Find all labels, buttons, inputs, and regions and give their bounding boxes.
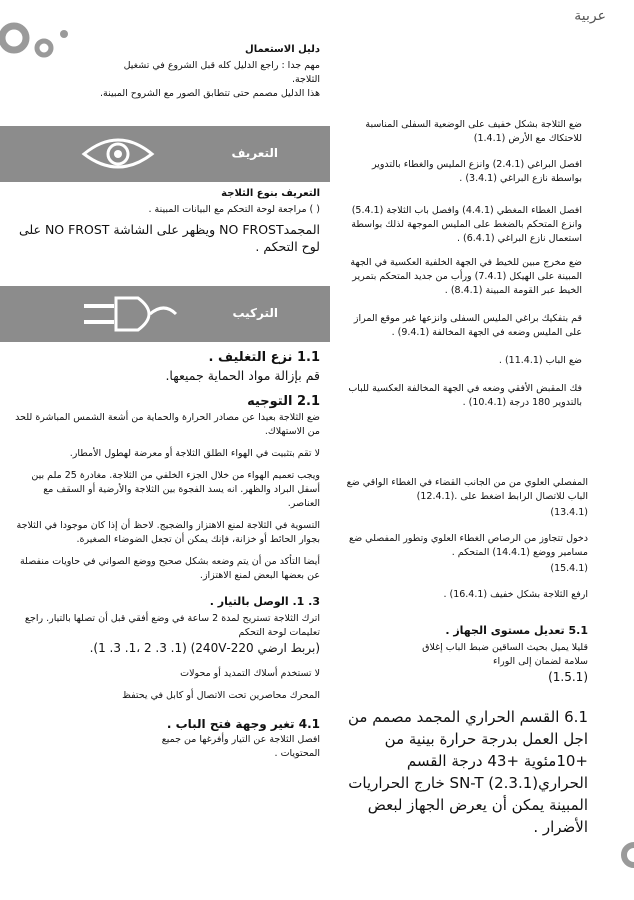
step-9b: (15.4.1) <box>550 563 588 574</box>
define-text-2: المجمدNO FROST ويظهر على الشاشة NO FROST على لوح التحكم . <box>18 222 320 254</box>
plug-icon <box>80 292 180 336</box>
s21-text-1: ضع الثلاجة بعيدا عن مصادر الحرارة والحماية من أشعة الشمس المباشرة للحد من الاستهلاك. <box>15 412 320 437</box>
s51-text-1: قليلا يميل بحيث الساقين ضبط الباب إغلاق سلامة لضمان إلى الوراء <box>422 642 588 667</box>
step-4: ضع مخرج مبين للخيط في الجهة الخلفية العكسية في الجهة المبينة على الهيكل (7.4.1) ورأب من جديد المتحكم بتمرير الخيط عبر القومة المبينة (8.4.1) . <box>350 257 582 296</box>
s21-text-4: التسوية في الثلاجة لمنع الاهتزاز والضجيج. لاحظ أن إذا كان موجودا في الثلاجة بجوار الحائط أو خزانة، فإنك يمكن أن تجعل الضوضاء الصغيرة. <box>16 520 320 545</box>
s31-text-3: لا تستخدم أسلاك التمديد أو محولات <box>180 668 320 679</box>
s31-title: 3. 1. الوصل بالتيار . <box>209 595 320 608</box>
s61-text: 6.1 القسم الحراري المجمد مصمم من اجل العمل بدرجة حرارة بينية من +10مئوية +43 درجة القسم الحراريSN-T (2.3.1) خارج الحراريات المبينة يمكن أن يعرض الجهاز لبعض الأضرار . <box>347 708 588 836</box>
step-3: افصل الغطاء المغطي (4.4.1) وافصل باب الثلاجة (5.4.1) وانزع المتحكم بالضغط على المليس الموجهة لذلك بواسطة استعمال نازع البراغي (6.4.1) . <box>351 205 582 244</box>
s21-text-2: لا تقم بتثبيت في الهواء الطلق الثلاجة أو معرضة لهطول الأمطار. <box>69 448 320 459</box>
s11-text: قم بإزالة مواد الحماية جميعها. <box>165 368 320 383</box>
define-banner-title: التعريف <box>231 146 278 160</box>
guide-section <box>100 44 320 109</box>
guide-title: دليل الاستعمال <box>245 44 320 55</box>
install-banner-title: التركيب <box>232 306 278 320</box>
s21-text-5: أيضا التأكد من أن يتم وضعه بشكل صحيح ووضع الصواني في حاويات منفصلة عن بعضها البعض لمنع الاهتزاز. <box>19 556 320 581</box>
s51-text-2: (1.5.1) <box>548 670 588 684</box>
install-section <box>10 350 320 769</box>
s21-text-3: ويجب تعميم الهواء من خلال الجزء الخلفي من الثلاجة. مغادرة 25 ملم بين أسفل البراد والظهر. انه يسد الفجوة بين الثلاجة والأرضية أو السقف مع العناصر. <box>31 470 320 509</box>
right-column-lower <box>330 476 588 838</box>
define-banner <box>0 126 330 182</box>
s21-title: 2.1 التوجيه <box>247 394 320 409</box>
s31-text-1: اترك الثلاجة تستريح لمدة 2 ساعة في وضع أفقي قبل أن تصلها بالتيار. راجع تعليمات لوحة التحكم <box>24 613 320 638</box>
install-banner <box>0 286 330 342</box>
decorative-circle-bottom <box>614 840 634 870</box>
step-5: قم بتفكيك براغي المليس السفلى وانزعها غير موقع المراز على المليس وضعه في الجهة المخالفة (9.4.1) . <box>353 313 582 338</box>
step-6: ضع الباب (11.4.1) . <box>498 355 582 366</box>
s31-text-2: (بربط ارضي 220-240V) (1 .3 .1، 2 .3 .1). <box>89 641 320 655</box>
s51-title: 5.1 تعديل مستوى الجهاز . <box>445 624 588 637</box>
step-2: افصل البراغي (2.4.1) وانزع المليس والغطاء بالتدوير بواسطة نازع البراغي (3.4.1) . <box>371 159 582 184</box>
define-title: التعريف بنوع الثلاجة <box>221 188 320 199</box>
step-10: ارفع الثلاجة بشكل خفيف (16.4.1) . <box>443 589 588 600</box>
decorative-circles-top <box>0 0 80 80</box>
define-section <box>10 188 320 261</box>
guide-text-1: مهم جدا : راجع الدليل كله قبل الشروع في تشغيل الثلاجة. <box>123 60 320 85</box>
s11-title: 1.1 نزع التغليف . <box>208 350 320 365</box>
define-text-1: ( ) مراجعة لوحة التحكم مع البيانات المبينة . <box>148 204 320 215</box>
s41-text-1: افصل الثلاجة عن التيار وأفرغها من جميع المحتويات . <box>161 734 320 759</box>
step-7: فك المقبض الأفقي وضعه في الجهة المخالفة العكسية للباب بالتدوير 180 درجة (10.4.1) . <box>348 383 582 408</box>
step-8: المفصلي العلوي من من الجانب القضاء في الغطاء الواقي ضع الباب للاتصال الرابط اضغط على .(12.4.1) <box>346 477 588 502</box>
language-label: عربية <box>574 8 606 24</box>
step-9: دخول تتجاوز من الرصاص الغطاء العلوي وتطور المفصلي ضع مسامير ووضع (14.4.1) المتحكم . <box>349 533 588 558</box>
step-8b: (13.4.1) <box>550 507 588 518</box>
s31-text-4: المحرك محاصرين تحت الاتصال أو كابل في يحتفظ <box>122 690 320 701</box>
eye-icon <box>80 132 156 176</box>
guide-text-2: هذا الدليل مصمم حتى تتطابق الصور مع الشروح المبينة. <box>100 88 320 99</box>
step-1: ضع الثلاجة بشكل خفيف على الوضعية السفلى المناسبة للاحتكاك مع الأرض (1.4.1) <box>365 119 582 144</box>
s41-title: 4.1 تغير وجهة فتح الباب . <box>166 717 320 731</box>
right-column <box>340 118 582 426</box>
